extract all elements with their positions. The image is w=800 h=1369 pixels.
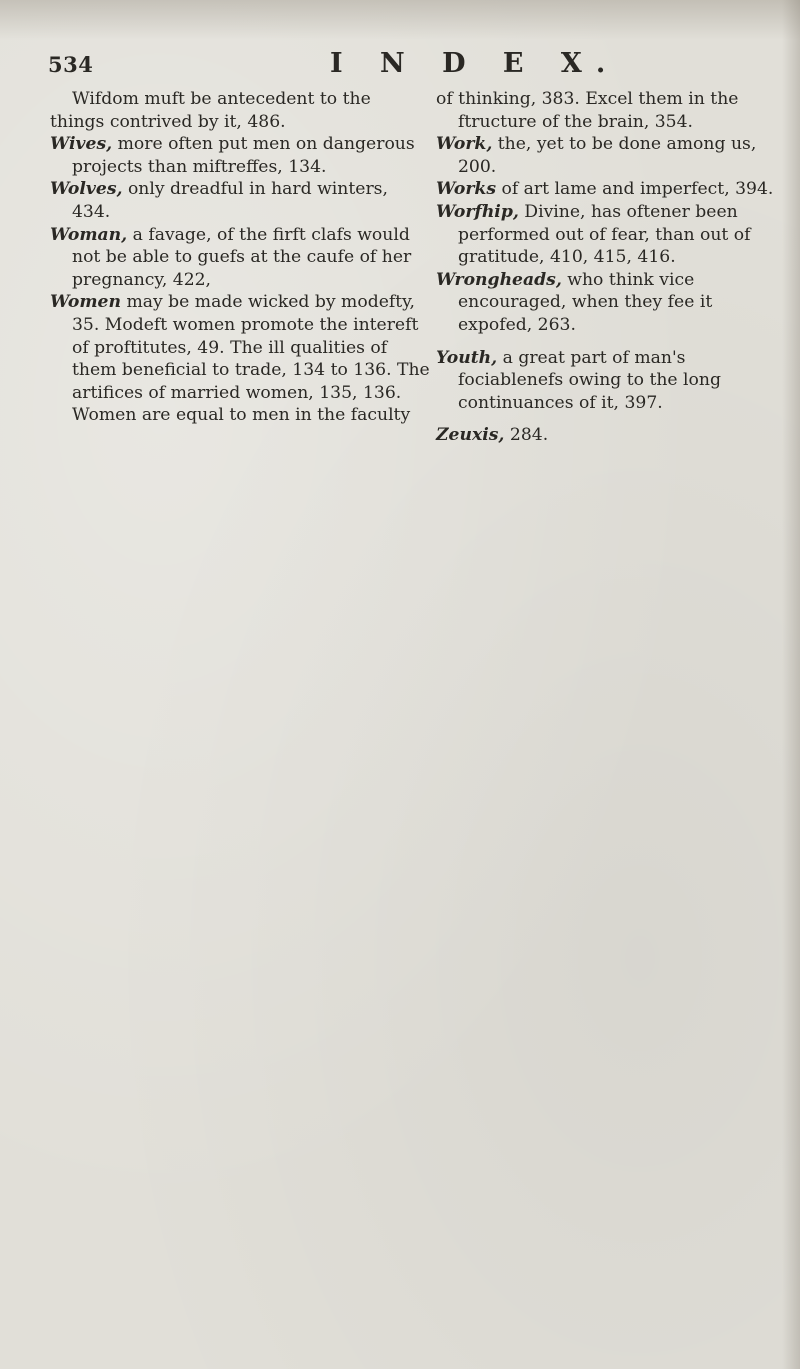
entry-text: only dreadful in hard winters, 434. <box>72 179 388 222</box>
entry-text: of thinking, 383. Excel them in the ftructure of the brain, 354. <box>436 89 739 132</box>
entry-headword: Wives, <box>50 134 113 155</box>
index-entry <box>50 224 430 292</box>
entry-headword: Women <box>50 292 121 313</box>
entry-headword: Work, <box>436 134 493 155</box>
index-entry <box>436 269 786 337</box>
entry-headword: Zeuxis, <box>436 425 505 446</box>
entry-text: Divine, has oftener been performed out of fear, than out of gratitude, 410, 415, 416. <box>458 201 751 268</box>
entry-headword: Works <box>436 179 497 200</box>
entry-text: more often put men on dangerous projects than miftreffes, 134. <box>72 134 415 177</box>
entry-text: Wifdom muft be antecedent to the things contrived by it, 486. <box>50 89 371 132</box>
entry-text: a great part of man's fociablenefs owing to the long continuances of it, 397. <box>458 347 721 413</box>
entry-headword: Wrongheads, <box>436 269 562 290</box>
index-entry-continued <box>436 88 786 133</box>
entry-headword: Woman, <box>50 224 128 245</box>
index-entry <box>436 347 786 415</box>
entry-headword: Wolves, <box>50 179 123 200</box>
entry-gap <box>436 414 786 424</box>
index-entry <box>436 201 786 269</box>
entry-headword: Youth, <box>436 347 498 368</box>
index-entry-continued <box>50 88 430 133</box>
entry-text: may be made wicked by modefty, 35. Modeft women promote the intereft of proftitutes, 49. The ill qualities of them beneficial to trade, 134 to 136. The artifices of married women, 135, 136. Women are equal to men in the faculty <box>72 292 430 426</box>
index-column-right <box>436 88 786 447</box>
index-entry <box>436 133 786 178</box>
entry-text: who think vice encouraged, when they fee it expofed, 263. <box>458 269 713 335</box>
page-top-stain <box>0 0 800 40</box>
index-entry <box>436 178 786 201</box>
page-number: 534 <box>48 52 94 77</box>
index-entry <box>50 291 430 427</box>
entry-text: of art lame and imperfect, 394. <box>496 179 774 200</box>
entry-text: a favage, of the firft clafs would not be able to guefs at the caufe of her pregnancy, 422, <box>72 224 412 290</box>
index-column-left <box>50 88 430 427</box>
running-head: I N D E X. <box>330 48 620 79</box>
entry-headword: Worfhip, <box>436 201 519 222</box>
index-entry <box>436 424 786 447</box>
entry-text: the, yet to be done among us, 200. <box>458 134 757 177</box>
entry-gap <box>436 337 786 347</box>
index-entry <box>50 133 430 178</box>
index-entry <box>50 178 430 223</box>
entry-text: 284. <box>504 425 549 446</box>
